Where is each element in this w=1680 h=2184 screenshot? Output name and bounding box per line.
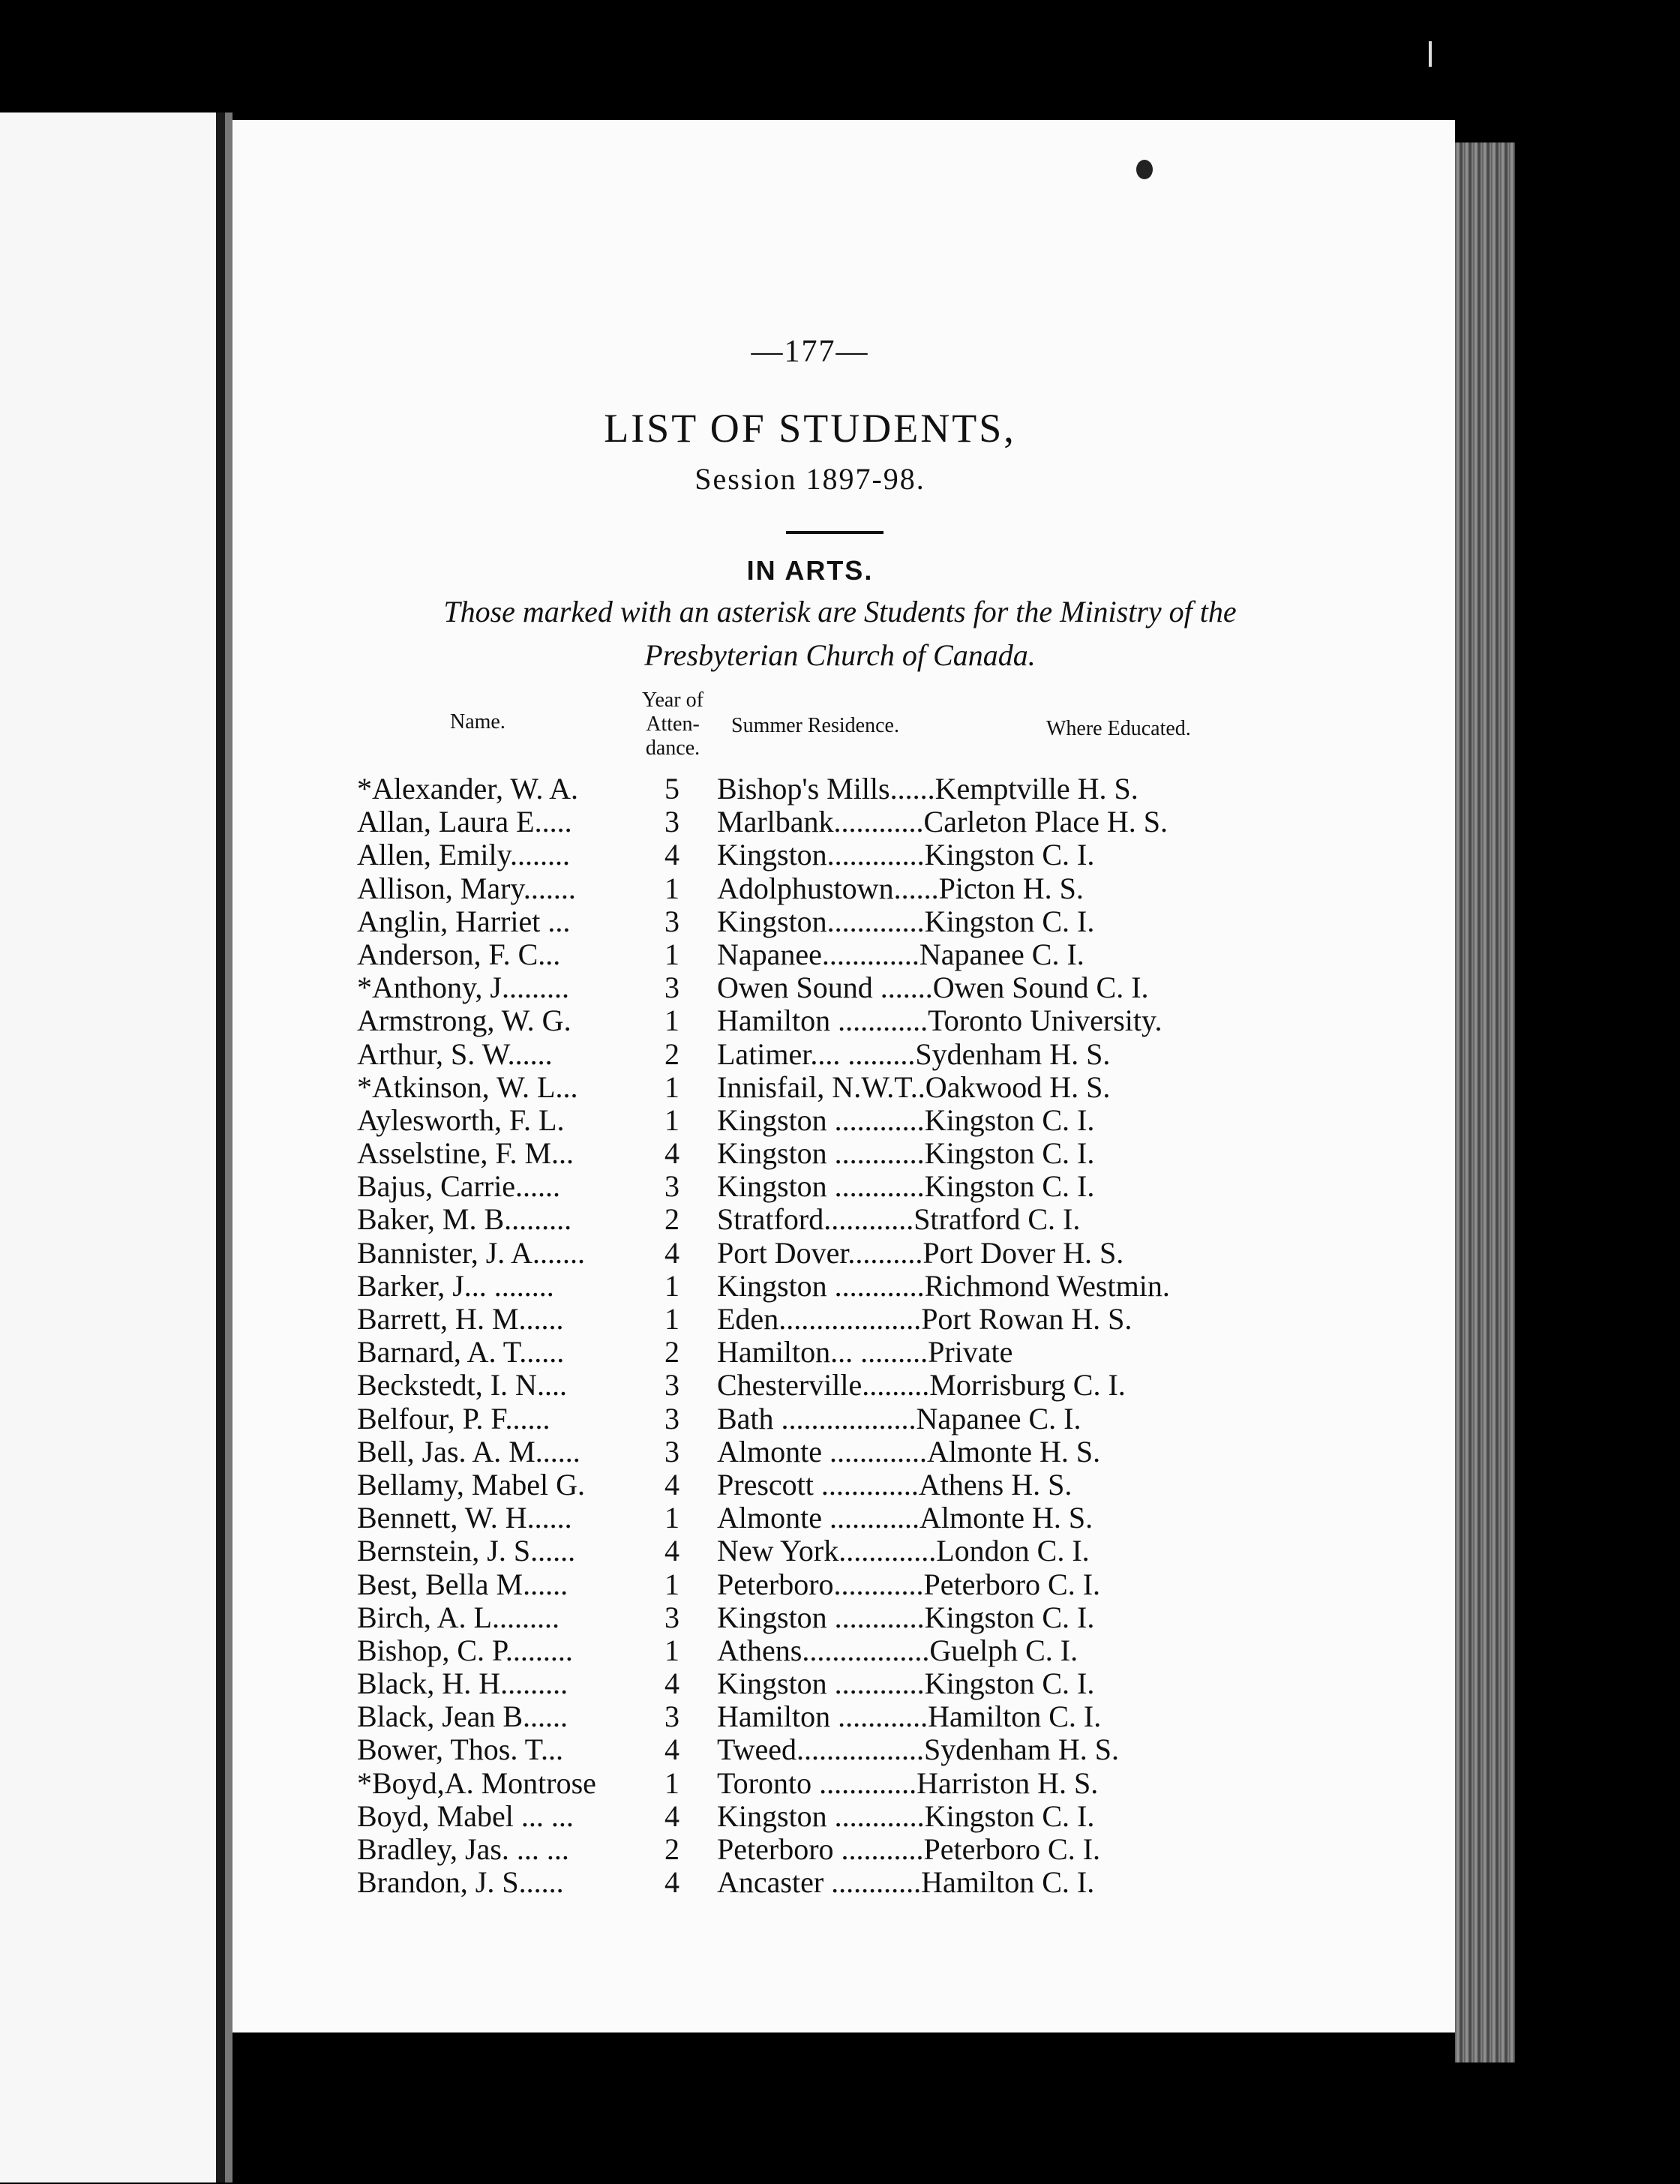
student-name: *Alexander, W. A. [357, 772, 579, 806]
attendance-year: 4 [664, 1534, 680, 1568]
student-name: Black, Jean B...... [357, 1700, 568, 1734]
residence-and-education: Hamilton... .........Private [717, 1335, 1013, 1370]
residence-and-education: Kingston ............Kingston C. I. [717, 1169, 1095, 1204]
residence-and-education: Innisfail, N.W.T..Oakwood H. S. [717, 1070, 1111, 1104]
residence-and-education: Kingston ............Kingston C. I. [717, 1136, 1095, 1171]
student-name: Bajus, Carrie...... [357, 1169, 561, 1204]
residence-and-education: Chesterville.........Morrisburg C. I. [717, 1368, 1126, 1402]
attendance-year: 1 [664, 1501, 680, 1535]
residence-and-education: Peterboro ...........Peterboro C. I. [717, 1832, 1101, 1866]
student-name: Belfour, P. F...... [357, 1401, 550, 1436]
residence-and-education: Kingston.............Kingston C. I. [717, 904, 1095, 938]
student-name: Bradley, Jas. ... ... [357, 1832, 569, 1866]
student-name: Bannister, J. A....... [357, 1235, 585, 1270]
residence-and-education: Napanee.............Napanee C. I. [717, 937, 1084, 971]
residence-and-education: Owen Sound .......Owen Sound C. I. [717, 970, 1149, 1005]
year-header-line1: Year of [642, 688, 704, 712]
column-header-where-educated: Where Educated. [1046, 717, 1191, 740]
student-name: Anderson, F. C... [357, 937, 561, 971]
attendance-year: 4 [664, 1732, 680, 1767]
attendance-year: 1 [664, 1567, 680, 1601]
residence-and-education: Kingston ............Richmond Westmin. [717, 1268, 1170, 1303]
student-name: Anglin, Harriet ... [357, 904, 571, 938]
column-header-name: Name. [450, 710, 506, 734]
residence-and-education: Stratford............Stratford C. I. [717, 1202, 1081, 1237]
attendance-year: 3 [664, 1401, 680, 1436]
residence-and-education: Kingston.............Kingston C. I. [717, 838, 1095, 872]
student-name: Bower, Thos. T... [357, 1732, 564, 1767]
column-header-year [624, 688, 722, 760]
attendance-year: 3 [664, 1368, 680, 1402]
attendance-year: 4 [664, 1865, 680, 1900]
attendance-year: 4 [664, 1666, 680, 1701]
residence-and-education: Adolphustown......Picton H. S. [717, 871, 1084, 905]
residence-and-education: Athens.................Guelph C. I. [717, 1633, 1078, 1667]
attendance-year: 4 [664, 1467, 680, 1502]
column-header-summer-residence: Summer Residence. [731, 714, 899, 737]
residence-and-education: Peterboro............Peterboro C. I. [717, 1567, 1101, 1601]
student-name: Barnard, A. T...... [357, 1335, 565, 1370]
student-name: Beckstedt, I. N.... [357, 1368, 567, 1402]
student-name: Armstrong, W. G. [357, 1004, 572, 1038]
attendance-year: 2 [664, 1036, 680, 1071]
attendance-year: 4 [664, 1136, 680, 1171]
section-heading: IN ARTS. [746, 555, 874, 586]
student-name: Asselstine, F. M... [357, 1136, 574, 1171]
student-name: Brandon, J. S...... [357, 1865, 564, 1900]
attendance-year: 5 [664, 772, 680, 806]
residence-and-education: Almonte .............Almonte H. S. [717, 1434, 1101, 1468]
student-name: Black, H. H......... [357, 1666, 568, 1701]
residence-and-education: Tweed.................Sydenham H. S. [717, 1732, 1120, 1767]
residence-and-education: New York.............London C. I. [717, 1534, 1090, 1568]
student-name: Bernstein, J. S...... [357, 1534, 576, 1568]
residence-and-education: Eden...................Port Rowan H. S. [717, 1302, 1132, 1336]
student-name: Bishop, C. P......... [357, 1633, 573, 1667]
attendance-year: 3 [664, 805, 680, 839]
student-name: *Anthony, J......... [357, 970, 569, 1005]
ink-speck [1136, 160, 1153, 179]
student-name: Allan, Laura E..... [357, 805, 572, 839]
residence-and-education: Latimer.... .........Sydenham H. S. [717, 1036, 1111, 1071]
student-name: Allison, Mary....... [357, 871, 576, 905]
attendance-year: 1 [664, 1102, 680, 1137]
session-heading: Session 1897-98. [694, 462, 926, 496]
student-name: Arthur, S. W...... [357, 1036, 553, 1071]
residence-and-education: Hamilton ............Toronto University. [717, 1004, 1162, 1038]
attendance-year: 1 [664, 1633, 680, 1667]
asterisk-note-line2: Presbyterian Church of Canada. [644, 638, 1036, 672]
student-name: Barrett, H. M...... [357, 1302, 564, 1336]
page-title: LIST OF STUDENTS, [604, 406, 1016, 451]
student-name: *Atkinson, W. L... [357, 1070, 578, 1104]
attendance-year: 1 [664, 937, 680, 971]
attendance-year: 3 [664, 1600, 680, 1634]
student-name: Allen, Emily........ [357, 838, 571, 872]
page-number: —177— [751, 334, 869, 369]
attendance-year: 2 [664, 1202, 680, 1237]
residence-and-education: Almonte ............Almonte H. S. [717, 1501, 1094, 1535]
residence-and-education: Bath ..................Napanee C. I. [717, 1401, 1082, 1436]
attendance-year: 1 [664, 871, 680, 905]
student-name: Bellamy, Mabel G. [357, 1467, 586, 1502]
attendance-year: 3 [664, 1434, 680, 1468]
residence-and-education: Kingston ............Kingston C. I. [717, 1600, 1095, 1634]
attendance-year: 4 [664, 838, 680, 872]
student-name: Bennett, W. H...... [357, 1501, 572, 1535]
residence-and-education: Kingston ............Kingston C. I. [717, 1666, 1095, 1701]
student-name: Bell, Jas. A. M...... [357, 1434, 580, 1468]
student-name: Birch, A. L......... [357, 1600, 560, 1634]
student-name: Baker, M. B......... [357, 1202, 572, 1237]
residence-and-education: Ancaster ............Hamilton C. I. [717, 1865, 1095, 1900]
residence-and-education: Bishop's Mills......Kemptville H. S. [717, 772, 1138, 806]
attendance-year: 2 [664, 1335, 680, 1370]
attendance-year: 3 [664, 904, 680, 938]
attendance-year: 1 [664, 1766, 680, 1800]
attendance-year: 2 [664, 1832, 680, 1866]
student-name: *Boyd,A. Montrose [357, 1766, 596, 1800]
attendance-year: 3 [664, 970, 680, 1005]
student-name: Aylesworth, F. L. [357, 1102, 565, 1137]
attendance-year: 1 [664, 1302, 680, 1336]
attendance-year: 3 [664, 1700, 680, 1734]
year-header-line3: dance. [645, 736, 700, 760]
year-header-line2: Atten- [646, 712, 700, 736]
student-name: Barker, J... ........ [357, 1268, 554, 1303]
student-name: Boyd, Mabel ... ... [357, 1798, 574, 1833]
residence-and-education: Hamilton ............Hamilton C. I. [717, 1700, 1102, 1734]
residence-and-education: Marlbank............Carleton Place H. S. [717, 805, 1168, 839]
residence-and-education: Toronto .............Harriston H. S. [717, 1766, 1099, 1800]
divider-rule [786, 531, 884, 534]
attendance-year: 1 [664, 1004, 680, 1038]
residence-and-education: Kingston ............Kingston C. I. [717, 1102, 1095, 1137]
attendance-year: 1 [664, 1268, 680, 1303]
residence-and-education: Kingston ............Kingston C. I. [717, 1798, 1095, 1833]
attendance-year: 1 [664, 1070, 680, 1104]
attendance-year: 3 [664, 1169, 680, 1204]
student-name: Best, Bella M...... [357, 1567, 568, 1601]
scan-mark [1429, 41, 1432, 67]
residence-and-education: Port Dover..........Port Dover H. S. [717, 1235, 1124, 1270]
attendance-year: 4 [664, 1798, 680, 1833]
attendance-year: 4 [664, 1235, 680, 1270]
residence-and-education: Prescott .............Athens H. S. [717, 1467, 1072, 1502]
asterisk-note-line1: Those marked with an asterisk are Students for the Ministry of the [443, 595, 1237, 628]
